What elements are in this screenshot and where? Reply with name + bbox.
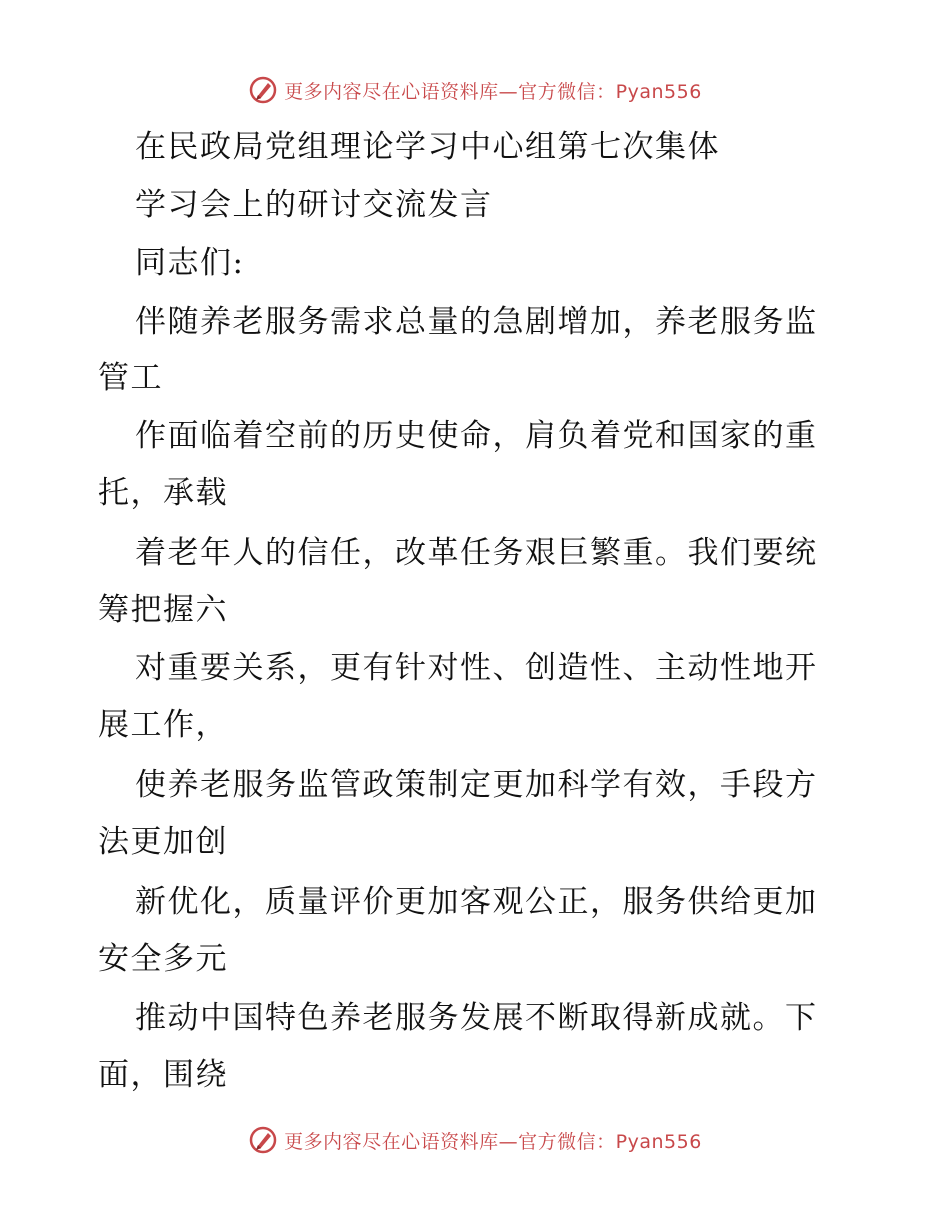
paragraph-line: 作面临着空前的历史使命，肩负着党和国家的重 bbox=[135, 418, 818, 454]
paragraph-line: 展工作， bbox=[98, 707, 228, 743]
paragraph-line: 新优化，质量评价更加客观公正，服务供给更加 bbox=[135, 884, 818, 920]
paragraph-line: 安全多元 bbox=[98, 941, 228, 977]
paragraph-line: 托，承载 bbox=[98, 475, 228, 511]
paragraph-line: 对重要关系，更有针对性、创造性、主动性地开 bbox=[135, 650, 818, 686]
paragraph-line: 法更加创 bbox=[98, 824, 228, 860]
pen-logo-icon bbox=[248, 75, 278, 105]
document-title-line-1: 在民政局党组理论学习中心组第七次集体 bbox=[135, 129, 720, 165]
paragraph-line: 着老年人的信任，改革任务艰巨繁重。我们要统 bbox=[135, 535, 818, 571]
paragraph-line: 面，围绕 bbox=[98, 1057, 228, 1093]
document-title-line-2: 学习会上的研讨交流发言 bbox=[135, 187, 493, 223]
paragraph-line: 推动中国特色养老服务发展不断取得新成就。下 bbox=[135, 1000, 818, 1036]
paragraph-line: 使养老服务监管政策制定更加科学有效，手段方 bbox=[135, 767, 818, 803]
header-watermark bbox=[0, 70, 950, 110]
footer-watermark bbox=[0, 1120, 950, 1160]
watermark-text: 更多内容尽在心语资料库—官方微信：Pyan556 bbox=[284, 1130, 702, 1153]
paragraph-line: 伴随养老服务需求总量的急剧增加，养老服务监 bbox=[135, 304, 818, 340]
paragraph-line: 筹把握六 bbox=[98, 592, 228, 628]
paragraph-line: 管工 bbox=[98, 360, 163, 396]
greeting: 同志们: bbox=[135, 245, 245, 281]
pen-logo-icon bbox=[248, 1125, 278, 1155]
watermark-text: 更多内容尽在心语资料库—官方微信：Pyan556 bbox=[284, 80, 702, 103]
